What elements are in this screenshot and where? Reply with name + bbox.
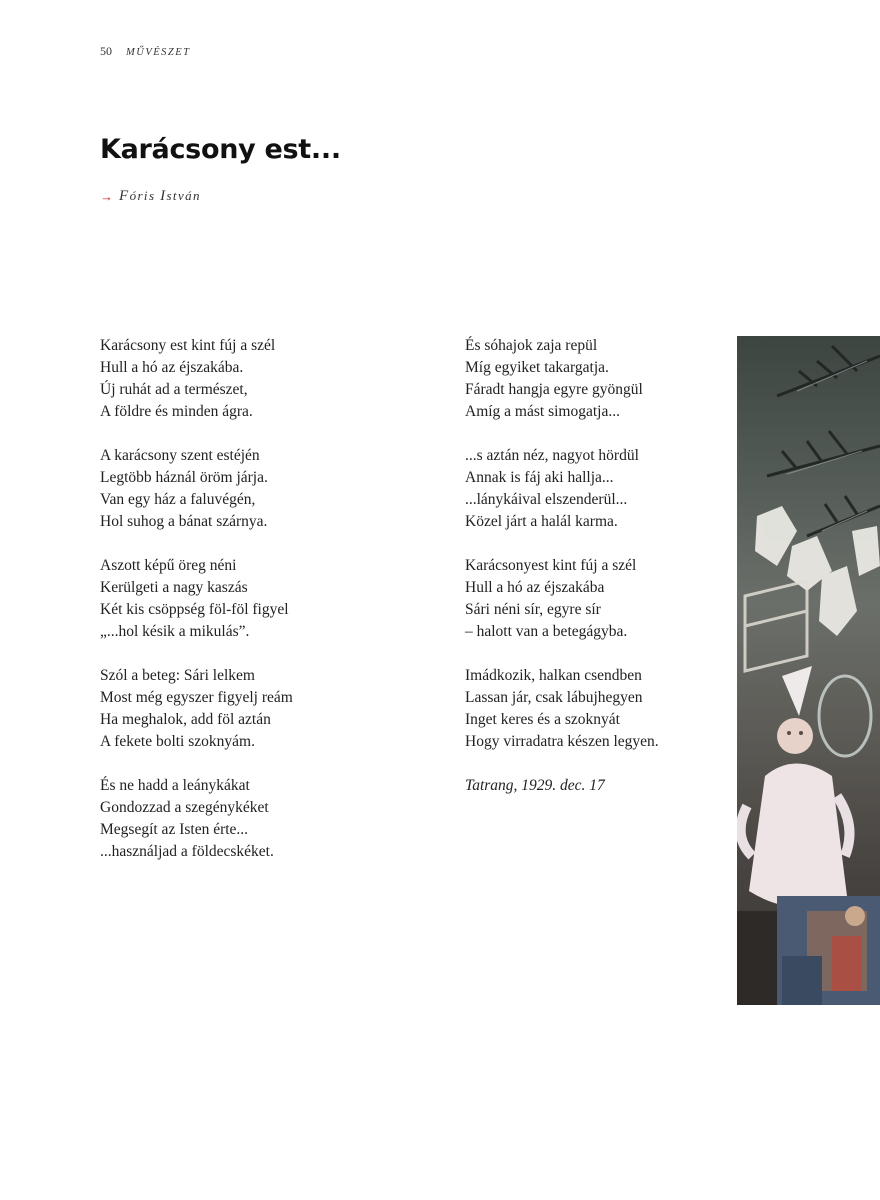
poem-line: És sóhajok zaja repül	[465, 337, 598, 354]
poem-stanza	[100, 335, 430, 423]
running-head	[100, 44, 191, 59]
poem-line: Kerülgeti a nagy kaszás	[100, 579, 248, 596]
poem-line: Inget keres és a szoknyát	[465, 711, 620, 728]
poem-dateline: Tatrang, 1929. dec. 17	[465, 777, 605, 794]
poem-line: Aszott képű öreg néni	[100, 557, 237, 574]
poem-stanza	[100, 445, 430, 533]
poem-line: Hogy virradatra készen legyen.	[465, 733, 659, 750]
poem-line: Új ruhát ad a természet,	[100, 381, 248, 398]
poem-line: Szól a beteg: Sári lelkem	[100, 667, 255, 684]
poem-column-right	[465, 335, 725, 819]
poem-line: Közel járt a halál karma.	[465, 513, 618, 530]
photo-illustration	[737, 336, 880, 1005]
poem-line: Legtöbb háznál öröm járja.	[100, 469, 268, 486]
poem-line: Van egy ház a faluvégén,	[100, 491, 256, 508]
poem-line: Most még egyszer figyelj reám	[100, 689, 293, 706]
poem-line: „...hol késik a mikulás”.	[100, 623, 250, 640]
poem-stanza	[465, 665, 725, 753]
poem-line: Karácsonyest kint fúj a szél	[465, 557, 637, 574]
poem-line: Hol suhog a bánat szárnya.	[100, 513, 268, 530]
poem-column-left	[100, 335, 430, 885]
poem-line: Annak is fáj aki hallja...	[465, 469, 614, 486]
poem-line: Két kis csöppség föl-föl figyel	[100, 601, 289, 618]
poem-line: Hull a hó az éjszakába	[465, 579, 605, 596]
poem-line: Gondozzad a szegénykéket	[100, 799, 269, 816]
poem-line: – halott van a betegágyba.	[465, 623, 628, 640]
poem-line: Hull a hó az éjszakába.	[100, 359, 244, 376]
poem-line: A földre és minden ágra.	[100, 403, 253, 420]
author-name	[119, 188, 201, 205]
poem-line: ...s aztán néz, nagyot hördül	[465, 447, 639, 464]
poem-stanza	[465, 335, 725, 423]
poem-line: ...használjad a földecskéket.	[100, 843, 274, 860]
author-initial: F	[119, 188, 130, 204]
poem-line: A fekete bolti szoknyám.	[100, 733, 255, 750]
poem-stanza	[465, 445, 725, 533]
poem-line: Sári néni sír, egyre sír	[465, 601, 601, 618]
poem-line: Amíg a mást simogatja...	[465, 403, 620, 420]
poem-stanza	[465, 555, 725, 643]
poem-line: A karácsony szent estéjén	[100, 447, 260, 464]
author-text: óris	[129, 188, 161, 203]
author-byline	[100, 188, 201, 205]
poem-line: És ne hadd a leánykákat	[100, 777, 250, 794]
poem-stanza	[100, 555, 430, 643]
poem-stanza	[100, 775, 430, 863]
poem-line: Imádkozik, halkan csendben	[465, 667, 642, 684]
page-number: 50	[100, 44, 112, 58]
author-initial: I	[160, 188, 167, 204]
arrow-right-icon: →	[100, 188, 113, 204]
poem-line: Lassan jár, csak lábujhegyen	[465, 689, 643, 706]
poem-line: Míg egyiket takargatja.	[465, 359, 609, 376]
poem-stanza	[100, 665, 430, 753]
poem-line: Karácsony est kint fúj a szél	[100, 337, 276, 354]
poem-line: Megsegít az Isten érte...	[100, 821, 249, 838]
christmas-tree-doll-photo	[737, 336, 880, 1005]
poem-line: ...lánykáival elszenderül...	[465, 491, 628, 508]
section-name: MŰVÉSZET	[126, 47, 191, 58]
author-text: stván	[166, 188, 201, 203]
poem-line: Ha meghalok, add föl aztán	[100, 711, 271, 728]
page-title: Karácsony est...	[100, 134, 341, 165]
poem-line: Fáradt hangja egyre gyöngül	[465, 381, 643, 398]
